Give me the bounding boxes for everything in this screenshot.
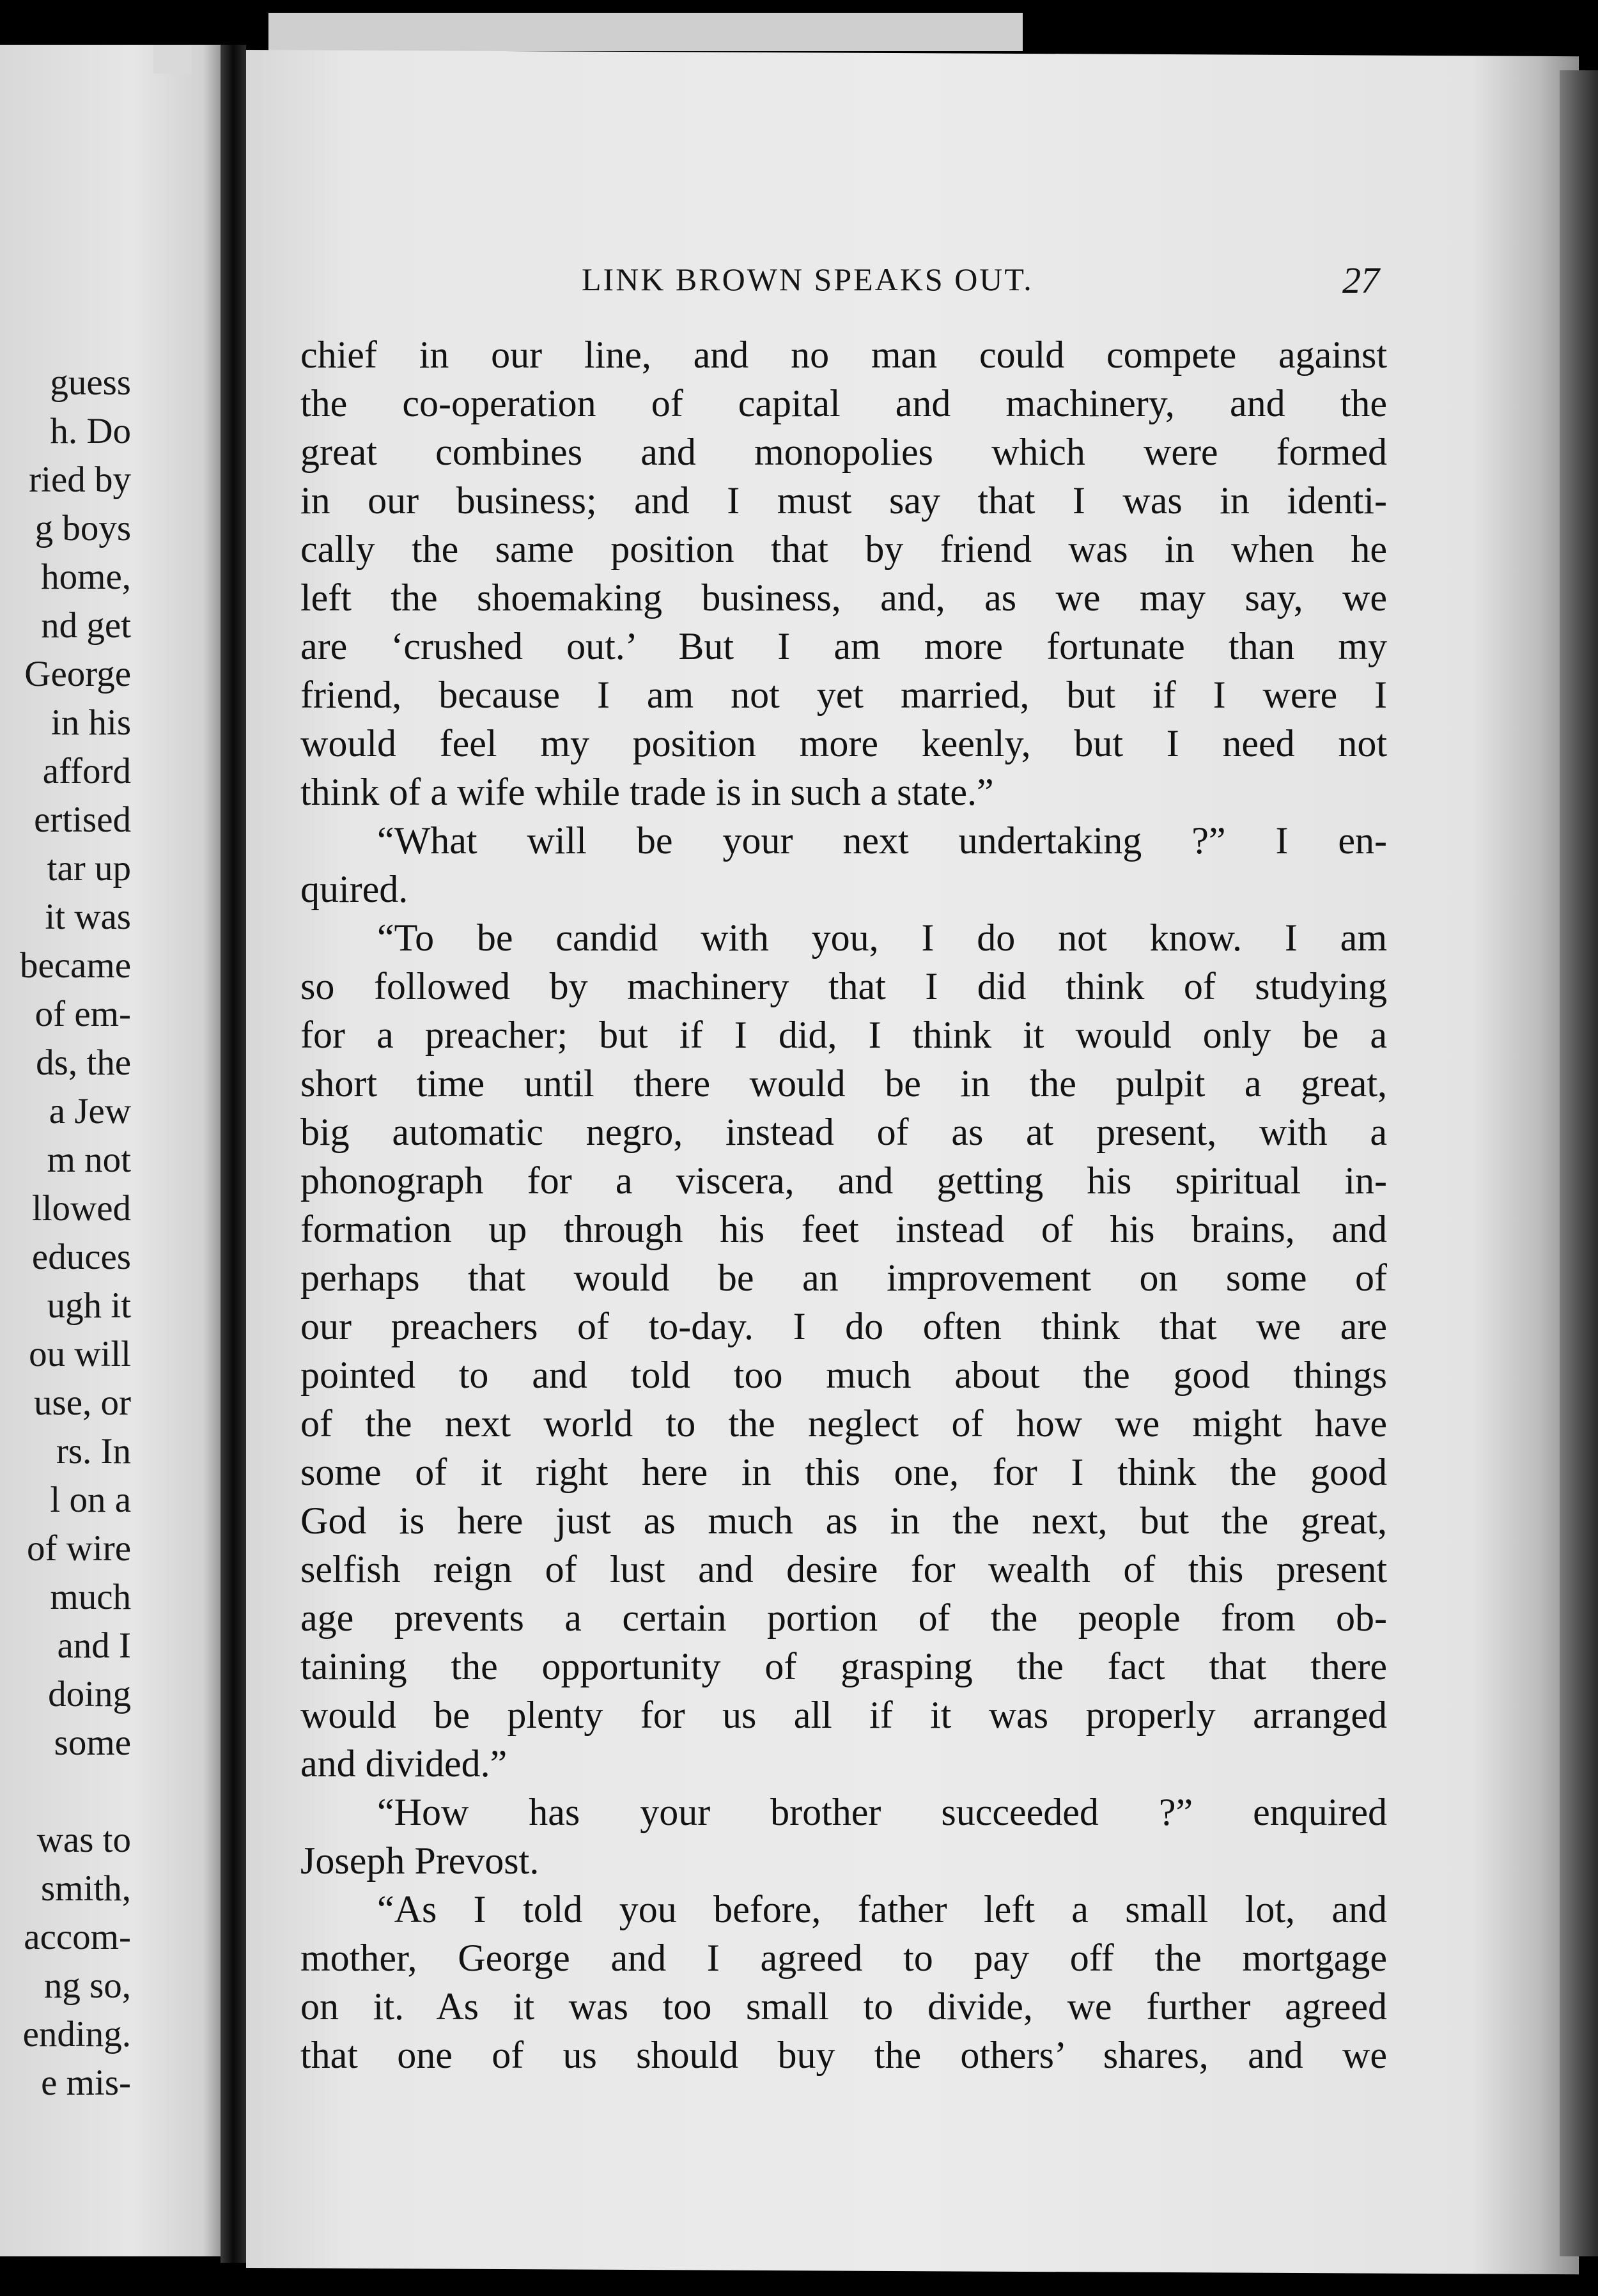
text-line: short time until there would be in the pulpit a great, (300, 1062, 1387, 1105)
text-line: mother, George and I agreed to pay off the mortgage (300, 1937, 1387, 1979)
left-page-fragment: h. Do (50, 411, 131, 451)
text-line: left the shoemaking business, and, as we may say, we (300, 577, 1387, 619)
left-page-fragment: ds, the (36, 1043, 131, 1083)
text-line: the co-operation of capital and machinery, and the (300, 382, 1387, 424)
left-page-fragment: e mis- (41, 2063, 131, 2103)
text-line: think of a wife while trade is in such a state.” (300, 771, 994, 813)
left-page-fragment: l on a (50, 1480, 131, 1520)
text-line: our preachers of to-day. I do often think that we are (300, 1305, 1387, 1347)
text-line: friend, because I am not yet married, but if I were I (300, 674, 1387, 716)
text-line: big automatic negro, instead of as at present, with a (300, 1111, 1387, 1153)
text-line: phonograph for a viscera, and getting his spiritual in- (300, 1160, 1387, 1202)
text-line: great combines and monopolies which were formed (300, 431, 1387, 473)
text-line: “As I told you before, father left a small lot, and (377, 1888, 1387, 1930)
left-page-fragment: and I (57, 1625, 131, 1666)
text-line: so followed by machinery that I did think of studying (300, 965, 1387, 1007)
text-line: perhaps that would be an improvement on some of (300, 1257, 1387, 1299)
left-page-top-edge (153, 45, 192, 74)
left-page-fragment: some (54, 1723, 131, 1763)
left-page-fragment: nd get (41, 605, 131, 646)
text-line: “What will be your next undertaking ?” I en- (377, 819, 1387, 862)
text-line: “To be candid with you, I do not know. I am (377, 917, 1387, 959)
left-page-fragment: much (50, 1577, 131, 1617)
left-page-fragment: George (24, 654, 131, 694)
left-page-fragment: smith, (41, 1868, 131, 1909)
left-page-fragment: became (19, 945, 131, 986)
text-line: age prevents a certain portion of the people from ob- (300, 1597, 1387, 1639)
left-page-fragment: use, or (34, 1383, 131, 1423)
text-line: in our business; and I must say that I was in identi- (300, 479, 1387, 522)
left-page-fragment: ending. (22, 2014, 131, 2054)
left-page-fragment: of em- (35, 994, 131, 1034)
left-page-fragment: ou will (29, 1334, 131, 1374)
text-line: some of it right here in this one, for I think the good (300, 1451, 1387, 1493)
text-line: quired. (300, 868, 408, 910)
left-page-fragment: home, (41, 557, 131, 597)
left-page-fragment: llowed (31, 1188, 131, 1229)
left-page-fragment: it was (45, 897, 131, 937)
text-line: cally the same position that by friend was in when he (300, 528, 1387, 570)
text-line: on it. As it was too small to divide, we further agreed (300, 1985, 1387, 2028)
text-line: Joseph Prevost. (300, 1840, 539, 1882)
left-page-fragment: ertised (34, 800, 131, 840)
left-page-fragment: accom- (24, 1917, 131, 1957)
text-line: chief in our line, and no man could compete against (300, 334, 1387, 376)
left-page-fragment: doing (48, 1674, 131, 1714)
text-line: and divided.” (300, 1742, 508, 1785)
left-page-fragment: rs. In (56, 1431, 131, 1471)
left-page-fragment: a Jew (49, 1091, 131, 1131)
left-page-fragment: m not (47, 1140, 131, 1180)
left-page-fragment: guess (50, 362, 131, 403)
left-page-fragment: was to (36, 1820, 131, 1860)
text-line: taining the opportunity of grasping the fact that there (300, 1645, 1387, 1687)
text-line: for a preacher; but if I did, I think it would only be a (300, 1014, 1387, 1056)
left-page-fragment: educes (31, 1237, 131, 1277)
text-line: of the next world to the neglect of how we might have (300, 1402, 1387, 1445)
left-page-fragment: ried by (29, 460, 131, 500)
page-right-edge (1560, 70, 1598, 2256)
left-page-fragment: in his (50, 702, 131, 743)
text-line: pointed to and told too much about the good things (300, 1354, 1387, 1396)
left-page-fragment: ugh it (47, 1285, 131, 1326)
running-header: LINK BROWN SPEAKS OUT. (582, 261, 1034, 297)
text-line: formation up through his feet instead of his brains, and (300, 1208, 1387, 1250)
page-number: 27 (1342, 260, 1379, 301)
left-page-fragment: g boys (35, 508, 131, 548)
left-page-fragment: tar up (47, 848, 131, 888)
text-line: that one of us should buy the others’ shares, and we (300, 2034, 1387, 2076)
text-line: are ‘crushed out.’ But I am more fortunate than my (300, 625, 1387, 667)
text-line: would be plenty for us all if it was properly arranged (300, 1694, 1387, 1736)
left-page-fragment: ng so, (43, 1966, 131, 2006)
text-line: would feel my position more keenly, but I need not (300, 722, 1387, 764)
left-page-fragment: of wire (26, 1528, 131, 1569)
left-page-fragment: afford (42, 751, 131, 791)
text-line: selfish reign of lust and desire for wealth of this present (300, 1548, 1387, 1590)
text-line: God is here just as much as in the next, but the great, (300, 1500, 1387, 1542)
book-gutter (221, 45, 246, 2263)
page-top-edge (268, 13, 1023, 51)
left-facing-page (0, 45, 221, 2256)
text-line: “How has your brother succeeded ?” enquired (377, 1791, 1387, 1833)
